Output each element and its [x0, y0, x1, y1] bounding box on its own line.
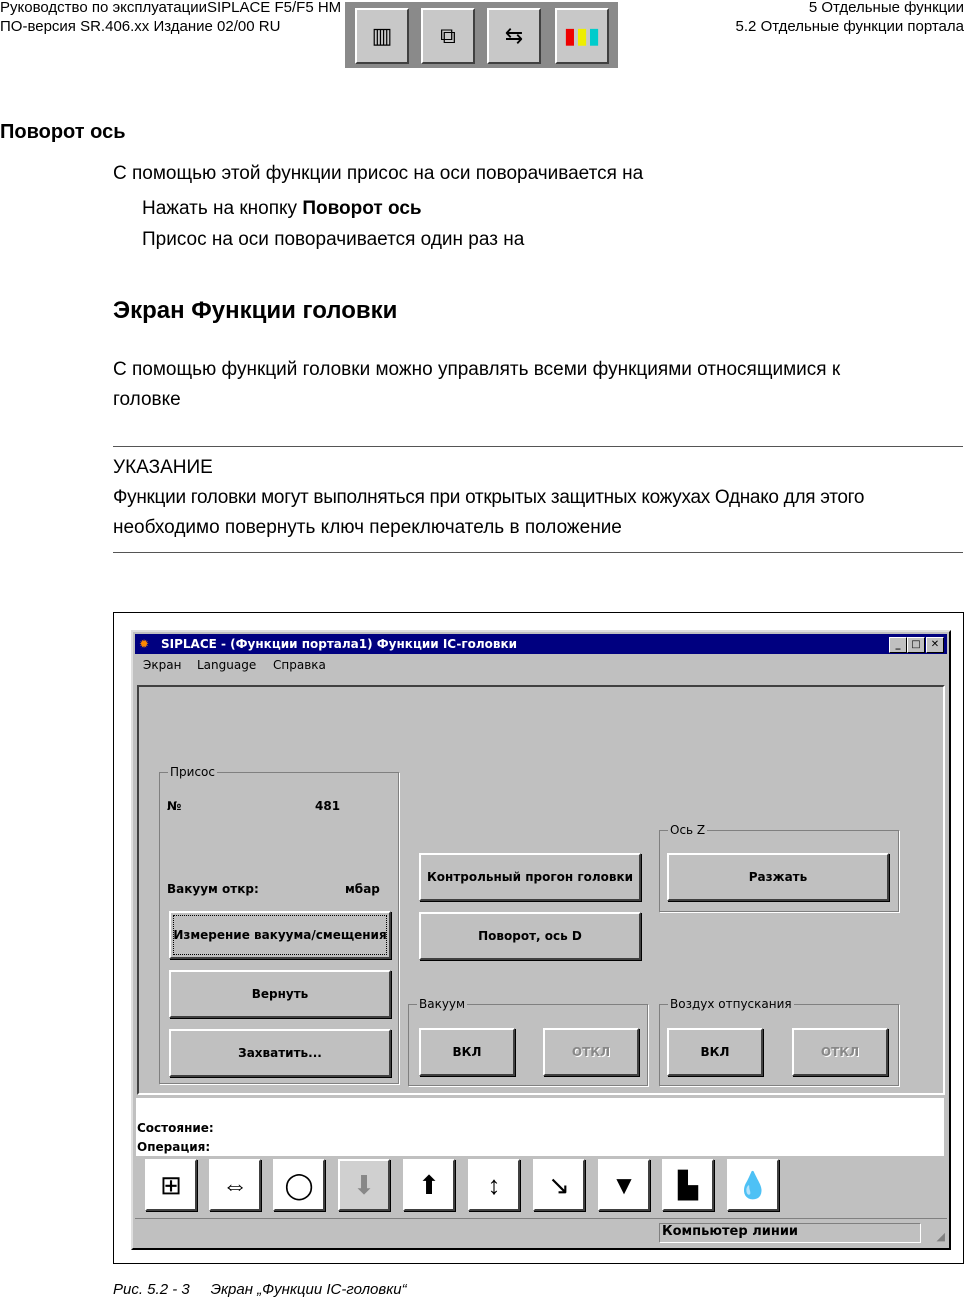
title-bar [135, 634, 947, 654]
select-window-icon[interactable]: ⊞ [145, 1159, 197, 1211]
header-version: ПО-версия SR.406.xx Издание 02/00 RU [0, 18, 281, 35]
section-title-screen: Экран Функции головки [113, 297, 398, 324]
operation-label: Операция: [137, 1140, 211, 1154]
screen-text-1: С помощью функций головки можно управлять всеми функциями относящимися к [113, 359, 841, 380]
divider [113, 552, 963, 553]
caption-text: Экран „Функции IC-головки“ [210, 1281, 407, 1298]
result-text: Присос на оси поворачивается один раз на [142, 229, 525, 250]
screen-text-2: головке [113, 389, 181, 410]
state-label: Состояние: [137, 1121, 214, 1135]
contents-icon[interactable]: ▥ [355, 8, 409, 64]
air-on-button[interactable]: ВКЛ [667, 1028, 763, 1076]
caption-number: Рис. 5.2 - 3 [113, 1281, 190, 1298]
minimize-button[interactable]: _ [889, 637, 907, 653]
return-button[interactable]: Вернуть [169, 970, 391, 1018]
vacuum-on-button[interactable]: ВКЛ [419, 1028, 515, 1076]
menu-help[interactable]: Справка [273, 658, 326, 672]
step-button-name: Поворот ось [302, 198, 422, 219]
note-line-1: Функции головки могут выполняться при открытых защитных кожухах Однако для этого [113, 487, 865, 508]
release-air-label: Воздух отпускания [670, 997, 792, 1011]
header-section: 5.2 Отдельные функции портала [735, 18, 964, 35]
intro-text: С помощью этой функции присос на оси поворачивается на [113, 163, 644, 184]
release-button[interactable]: Разжать [667, 853, 889, 901]
vacuum-unit: мбар [345, 882, 380, 896]
note-line-2: необходимо повернуть ключ переключатель в положение [113, 517, 622, 538]
pages-icon[interactable]: ⧉ [421, 8, 475, 64]
header-chapter: 5 Отдельные функции [808, 0, 964, 16]
vacuum-open-label: Вакуум откр: [167, 882, 259, 896]
nozzle-no-value: 481 [315, 799, 341, 813]
resize-grip-icon[interactable]: ◢ [936, 1230, 945, 1243]
divider [113, 446, 963, 447]
section-title-rotate: Поворот ось [0, 121, 126, 143]
menu-screen[interactable]: Экран [143, 658, 182, 672]
z-axis-label: Ось Z [670, 823, 706, 837]
close-button[interactable]: ✕ [926, 637, 944, 653]
feeder-icon[interactable]: ▼ [598, 1159, 650, 1211]
header-manual: Руководство по эксплуатацииSIPLACE F5/F5 HM [0, 0, 342, 16]
nozzle-group-label: Присос [170, 765, 215, 779]
maximize-button[interactable]: □ [907, 637, 925, 653]
vacuum-off-button[interactable]: ОТКЛ [543, 1028, 639, 1076]
air-off-button[interactable]: ОТКЛ [792, 1028, 888, 1076]
figure-caption [113, 1281, 407, 1298]
conveyor-icon[interactable]: ▙ [662, 1159, 714, 1211]
vacuum-group-label: Вакуум [419, 997, 466, 1011]
nozzle-no-label: № [167, 799, 182, 813]
menu-language[interactable]: Language [197, 658, 257, 672]
note-title: УКАЗАНИЕ [113, 457, 213, 478]
head-test-run-button[interactable]: Контрольный прогон головки [419, 853, 641, 901]
pick-place-icon[interactable]: ↘ [533, 1159, 585, 1211]
app-window [131, 630, 951, 1250]
nav-toolbar [345, 2, 618, 68]
step-prefix: Нажать на кнопку [142, 198, 303, 219]
nozzle-height-icon[interactable]: ↕ [468, 1159, 520, 1211]
grab-button[interactable]: Захватить... [169, 1029, 391, 1077]
head-down-icon[interactable]: ⬇ [338, 1159, 390, 1211]
gripper-move-icon[interactable]: ⇔ [209, 1159, 261, 1211]
status-area [136, 1098, 944, 1156]
measure-vacuum-button[interactable]: Измерение вакуума/смещения [169, 911, 391, 959]
main-panel [137, 685, 945, 1095]
rotate-axis-d-button[interactable]: Поворот, ось D [419, 912, 641, 960]
status-bar [135, 1218, 947, 1245]
library-books-icon[interactable]: ▮ ▮ ▮ [555, 8, 609, 64]
nozzle-up-icon[interactable]: ⬆ [403, 1159, 455, 1211]
app-icon: ✹ [139, 637, 150, 651]
step-text [142, 198, 422, 220]
revolver-icon[interactable]: ◯ [273, 1159, 325, 1211]
status-line-computer: Компьютер линии [659, 1223, 921, 1243]
dispense-icon[interactable]: 💧 [727, 1159, 779, 1211]
document-swap-icon[interactable]: ⇆ [487, 8, 541, 64]
window-title: SIPLACE - (Функции портала1) Функции IC-головки [161, 637, 518, 651]
